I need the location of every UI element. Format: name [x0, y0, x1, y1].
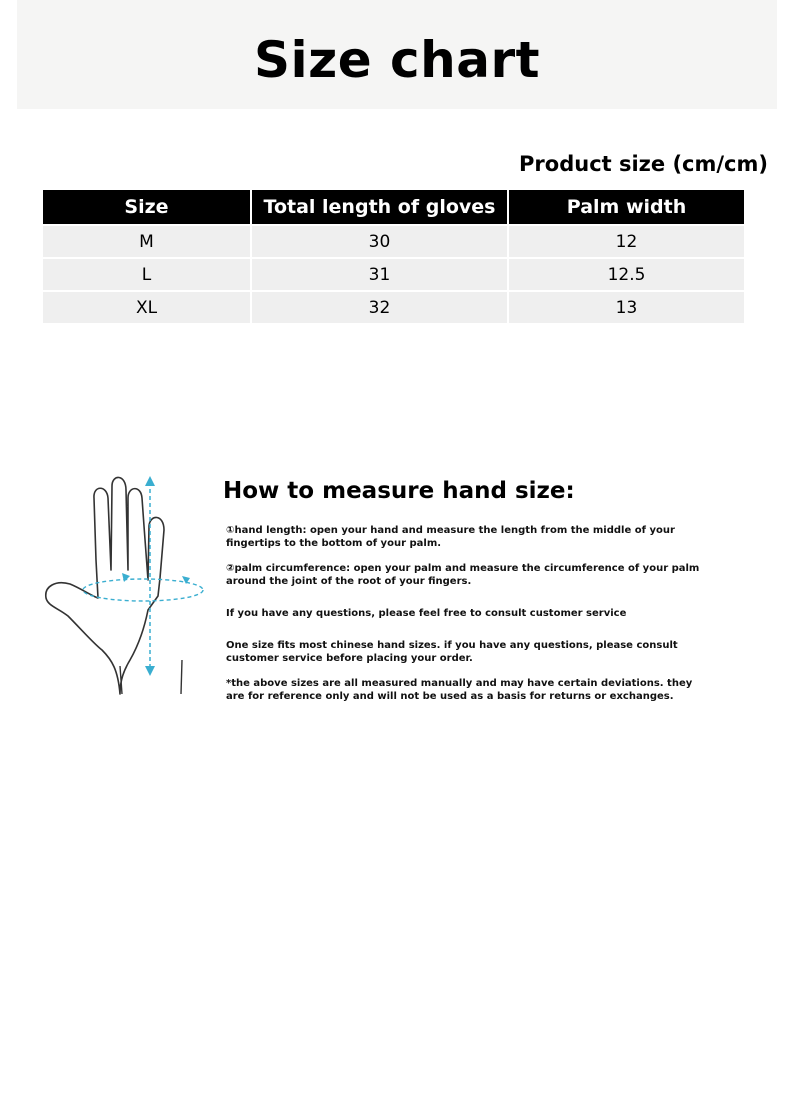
cell-length: 30 [250, 224, 507, 257]
cell-palm: 13 [507, 290, 744, 323]
palm-circumference-icon [83, 579, 203, 601]
hand-outline-icon [46, 477, 164, 694]
cell-size: L [43, 257, 250, 290]
cell-length: 31 [250, 257, 507, 290]
note-hand-length: ①hand length: open your hand and measure the length from the middle of your fingertips to the bottom of your palm. [226, 525, 675, 549]
cell-palm: 12 [507, 224, 744, 257]
cell-size: XL [43, 290, 250, 323]
page-title: Size chart [253, 31, 541, 89]
hand-measure-illustration [40, 470, 210, 700]
cell-palm: 12.5 [507, 257, 744, 290]
header-total-length: Total length of gloves [250, 190, 507, 224]
table-header-row [43, 190, 744, 224]
header-size: Size [43, 190, 250, 224]
cell-size: M [43, 224, 250, 257]
note-one-size: One size fits most chinese hand sizes. if you have any questions, please consult customer service before placing your order. [226, 640, 678, 664]
measure-title: How to measure hand size: [223, 478, 575, 504]
header-band [17, 0, 777, 109]
note-consult: If you have any questions, please feel free to consult customer service [226, 608, 627, 619]
table-row [43, 290, 744, 323]
table-row [43, 257, 744, 290]
product-size-label: Product size (cm/cm) [519, 152, 768, 176]
note-palm-circumference: ②palm circumference: open your palm and measure the circumference of your palm around the joint of the root of your fingers. [226, 563, 700, 587]
header-palm-width: Palm width [507, 190, 744, 224]
size-table [43, 190, 744, 323]
note-disclaimer: *the above sizes are all measured manually and may have certain deviations. they are for reference only and will not be used as a basis for returns or exchanges. [226, 678, 693, 702]
table-row [43, 224, 744, 257]
cell-length: 32 [250, 290, 507, 323]
